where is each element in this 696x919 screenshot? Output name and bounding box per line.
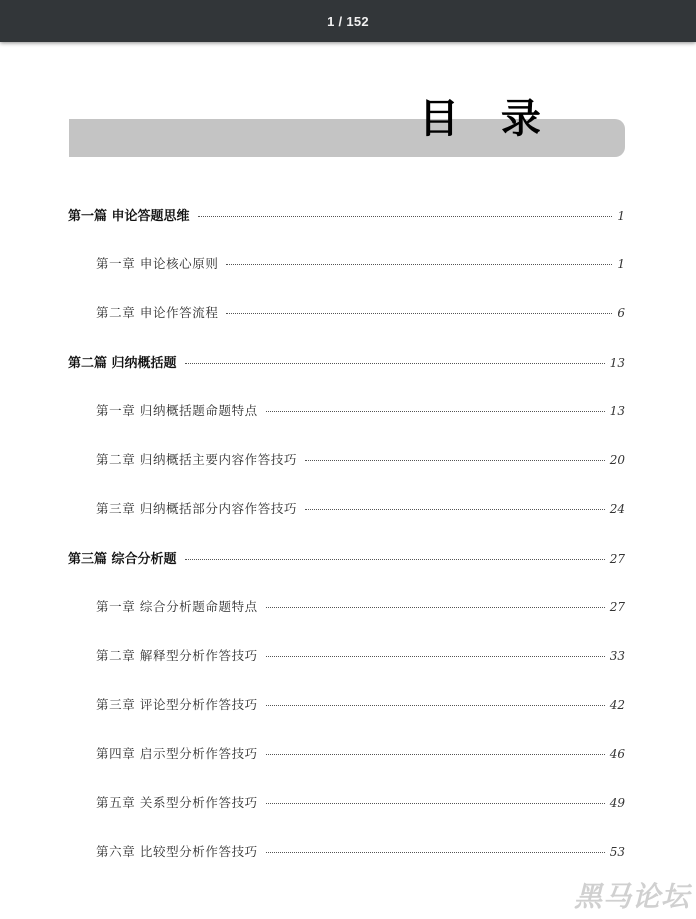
toc-page-number: 27 (609, 552, 625, 566)
toc-part-entry[interactable] (68, 352, 625, 372)
toc-page-number: 20 (609, 453, 625, 467)
toc-chapter-entry[interactable] (96, 450, 625, 470)
toc-page-number: 42 (609, 698, 625, 712)
toc-chapter-entry[interactable] (96, 793, 625, 813)
toc-entry-label: 第二章 解释型分析作答技巧 (96, 648, 258, 663)
toc-chapter-entry[interactable] (96, 695, 625, 715)
toc-entry-label: 第二章 归纳概括主要内容作答技巧 (96, 452, 298, 467)
dot-leader (198, 216, 613, 217)
toc-page-number: 24 (609, 502, 625, 516)
toc-page-number: 1 (617, 257, 625, 271)
toc-part-entry[interactable] (68, 205, 625, 225)
toc-chapter-entry[interactable] (96, 401, 625, 421)
toc-chapter-entry[interactable] (96, 254, 625, 274)
toc-page-number: 46 (609, 747, 625, 761)
dot-leader (266, 754, 605, 755)
page-counter: 1 / 152 (327, 13, 369, 29)
dot-leader (266, 803, 605, 804)
dot-leader (266, 705, 605, 706)
toc-entry-label: 第一章 申论核心原则 (96, 256, 219, 271)
toc-chapter-entry[interactable] (96, 646, 625, 666)
toc-entry-label: 第三篇 综合分析题 (68, 552, 177, 567)
dot-leader (185, 559, 605, 560)
toc-chapter-entry[interactable] (96, 499, 625, 519)
toc-entry-label: 第一章 综合分析题命题特点 (96, 599, 258, 614)
toc-chapter-entry[interactable] (96, 744, 625, 764)
dot-leader (305, 460, 605, 461)
toc-entry-label: 第四章 启示型分析作答技巧 (96, 746, 258, 761)
toc-page-number: 13 (609, 404, 625, 418)
toc-page-number: 6 (617, 306, 625, 320)
toc-entry-label: 第一章 归纳概括题命题特点 (96, 403, 258, 418)
toc-page-number: 33 (609, 649, 625, 663)
toc-page-number: 1 (617, 209, 625, 223)
dot-leader (305, 509, 605, 510)
dot-leader (266, 411, 605, 412)
forum-watermark: 黑马论坛 (573, 880, 690, 913)
dot-leader (266, 656, 605, 657)
toc-page-number: 13 (609, 356, 625, 370)
toc-entry-label: 第一篇 申论答题思维 (68, 209, 190, 224)
dot-leader (266, 852, 605, 853)
toc-entry-label: 第三章 评论型分析作答技巧 (96, 697, 258, 712)
toc-entry-label: 第六章 比较型分析作答技巧 (96, 844, 258, 859)
toc-chapter-entry[interactable] (96, 303, 625, 323)
pdf-toolbar (0, 0, 696, 42)
dot-leader (226, 313, 612, 314)
toc-page-number: 53 (609, 845, 625, 859)
toc-entry-label: 第三章 归纳概括部分内容作答技巧 (96, 501, 298, 516)
toc-entry-label: 第五章 关系型分析作答技巧 (96, 795, 258, 810)
toc-page-number: 49 (609, 796, 625, 810)
toc-entry-label: 第二章 申论作答流程 (96, 305, 219, 320)
toc-page-number: 27 (609, 600, 625, 614)
toc-entry-label: 第二篇 归纳概括题 (68, 356, 177, 371)
dot-leader (185, 363, 605, 364)
page-title: 目 录 (419, 96, 555, 142)
toc-part-entry[interactable] (68, 548, 625, 568)
dot-leader (226, 264, 612, 265)
toc-chapter-entry[interactable] (96, 842, 625, 862)
dot-leader (266, 607, 605, 608)
toc-chapter-entry[interactable] (96, 597, 625, 617)
